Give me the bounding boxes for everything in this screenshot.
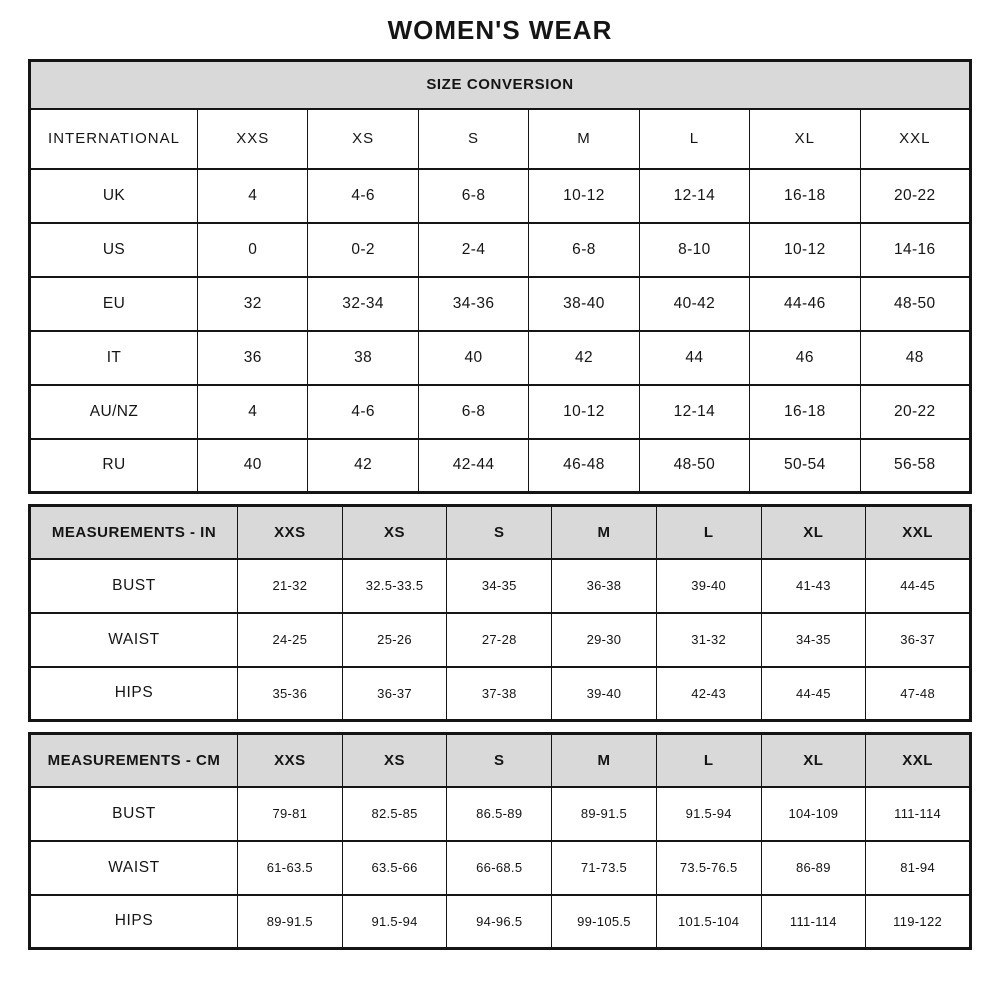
- size-header-cell: XL: [761, 506, 866, 559]
- size-header-cell: XXL: [866, 506, 971, 559]
- row-label: US: [30, 223, 198, 277]
- value-cell: 79-81: [238, 787, 343, 841]
- value-cell: 20-22: [860, 385, 970, 439]
- value-cell: 63.5-66: [342, 841, 447, 895]
- table-row: [30, 787, 971, 841]
- value-cell: 81-94: [866, 841, 971, 895]
- size-header-cell: S: [418, 109, 528, 169]
- row-label: IT: [30, 331, 198, 385]
- size-header-cell: M: [529, 109, 639, 169]
- size-conversion-banner-row: [30, 61, 971, 109]
- size-conversion-table: [28, 59, 972, 494]
- value-cell: 27-28: [447, 613, 552, 667]
- value-cell: 10-12: [529, 385, 639, 439]
- value-cell: 94-96.5: [447, 895, 552, 949]
- value-cell: 8-10: [639, 223, 749, 277]
- value-cell: 44-45: [866, 559, 971, 613]
- measurements-in-header-row: [30, 506, 971, 559]
- size-header-cell: S: [447, 734, 552, 787]
- table-row: [30, 223, 971, 277]
- value-cell: 40-42: [639, 277, 749, 331]
- value-cell: 47-48: [866, 667, 971, 721]
- measurements-in-title: MEASUREMENTS - IN: [30, 506, 238, 559]
- row-label: BUST: [30, 559, 238, 613]
- value-cell: 86.5-89: [447, 787, 552, 841]
- value-cell: 48-50: [639, 439, 749, 493]
- table-row: [30, 613, 971, 667]
- value-cell: 34-35: [447, 559, 552, 613]
- value-cell: 42-43: [656, 667, 761, 721]
- value-cell: 4-6: [308, 385, 418, 439]
- row-label: WAIST: [30, 841, 238, 895]
- value-cell: 39-40: [552, 667, 657, 721]
- value-cell: 34-35: [761, 613, 866, 667]
- value-cell: 36-37: [866, 613, 971, 667]
- value-cell: 89-91.5: [552, 787, 657, 841]
- value-cell: 4: [198, 169, 308, 223]
- value-cell: 38-40: [529, 277, 639, 331]
- value-cell: 82.5-85: [342, 787, 447, 841]
- value-cell: 36-37: [342, 667, 447, 721]
- size-header-cell: XL: [750, 109, 860, 169]
- value-cell: 37-38: [447, 667, 552, 721]
- size-header-cell: XS: [342, 506, 447, 559]
- value-cell: 42: [308, 439, 418, 493]
- value-cell: 39-40: [656, 559, 761, 613]
- value-cell: 91.5-94: [342, 895, 447, 949]
- row-label: RU: [30, 439, 198, 493]
- table-row: [30, 841, 971, 895]
- value-cell: 61-63.5: [238, 841, 343, 895]
- value-cell: 42: [529, 331, 639, 385]
- measurements-cm-header-row: [30, 734, 971, 787]
- size-header-cell: L: [656, 506, 761, 559]
- size-header-cell: XL: [761, 734, 866, 787]
- table-row: [30, 667, 971, 721]
- table-row: [30, 895, 971, 949]
- value-cell: 14-16: [860, 223, 970, 277]
- size-header-row: [30, 109, 971, 169]
- page-title: WOMEN'S WEAR: [387, 15, 613, 45]
- row-label: UK: [30, 169, 198, 223]
- row-label: HIPS: [30, 667, 238, 721]
- row-label: EU: [30, 277, 198, 331]
- value-cell: 73.5-76.5: [656, 841, 761, 895]
- size-header-cell: S: [447, 506, 552, 559]
- row-label: WAIST: [30, 613, 238, 667]
- size-conversion-title: SIZE CONVERSION: [30, 61, 971, 109]
- value-cell: 12-14: [639, 385, 749, 439]
- value-cell: 50-54: [750, 439, 860, 493]
- size-header-cell: XXS: [238, 734, 343, 787]
- value-cell: 36: [198, 331, 308, 385]
- value-cell: 44: [639, 331, 749, 385]
- value-cell: 32-34: [308, 277, 418, 331]
- value-cell: 2-4: [418, 223, 528, 277]
- measurements-cm-body: [30, 787, 971, 949]
- size-header-cell: L: [656, 734, 761, 787]
- size-header-cell: L: [639, 109, 749, 169]
- value-cell: 20-22: [860, 169, 970, 223]
- value-cell: 66-68.5: [447, 841, 552, 895]
- table-row: [30, 331, 971, 385]
- table-row: [30, 439, 971, 493]
- size-header-cell: M: [552, 506, 657, 559]
- measurements-cm-title: MEASUREMENTS - CM: [30, 734, 238, 787]
- value-cell: 86-89: [761, 841, 866, 895]
- measurements-cm-table: [28, 732, 972, 950]
- size-conversion-body: [30, 169, 971, 493]
- size-header-cell: XXL: [860, 109, 970, 169]
- value-cell: 32: [198, 277, 308, 331]
- value-cell: 119-122: [866, 895, 971, 949]
- size-header-cell: XXS: [198, 109, 308, 169]
- value-cell: 24-25: [238, 613, 343, 667]
- row-label: HIPS: [30, 895, 238, 949]
- value-cell: 21-32: [238, 559, 343, 613]
- value-cell: 38: [308, 331, 418, 385]
- value-cell: 10-12: [750, 223, 860, 277]
- size-header-cell: XS: [342, 734, 447, 787]
- value-cell: 71-73.5: [552, 841, 657, 895]
- size-header-cell: M: [552, 734, 657, 787]
- value-cell: 16-18: [750, 169, 860, 223]
- value-cell: 0: [198, 223, 308, 277]
- value-cell: 99-105.5: [552, 895, 657, 949]
- value-cell: 10-12: [529, 169, 639, 223]
- value-cell: 31-32: [656, 613, 761, 667]
- table-row: [30, 277, 971, 331]
- measurements-in-table: [28, 504, 972, 722]
- value-cell: 101.5-104: [656, 895, 761, 949]
- value-cell: 4: [198, 385, 308, 439]
- value-cell: 91.5-94: [656, 787, 761, 841]
- value-cell: 35-36: [238, 667, 343, 721]
- value-cell: 34-36: [418, 277, 528, 331]
- value-cell: 6-8: [529, 223, 639, 277]
- tables-container: [28, 59, 972, 950]
- table-row: [30, 169, 971, 223]
- value-cell: 4-6: [308, 169, 418, 223]
- value-cell: 56-58: [860, 439, 970, 493]
- value-cell: 111-114: [761, 895, 866, 949]
- table-row: [30, 559, 971, 613]
- value-cell: 32.5-33.5: [342, 559, 447, 613]
- value-cell: 48-50: [860, 277, 970, 331]
- value-cell: 29-30: [552, 613, 657, 667]
- value-cell: 12-14: [639, 169, 749, 223]
- value-cell: 89-91.5: [238, 895, 343, 949]
- value-cell: 46-48: [529, 439, 639, 493]
- value-cell: 25-26: [342, 613, 447, 667]
- value-cell: 41-43: [761, 559, 866, 613]
- value-cell: 16-18: [750, 385, 860, 439]
- value-cell: 6-8: [418, 169, 528, 223]
- value-cell: 48: [860, 331, 970, 385]
- value-cell: 44-46: [750, 277, 860, 331]
- value-cell: 46: [750, 331, 860, 385]
- value-cell: 40: [418, 331, 528, 385]
- size-header-cell: XS: [308, 109, 418, 169]
- measurements-in-body: [30, 559, 971, 721]
- value-cell: 44-45: [761, 667, 866, 721]
- table-row: [30, 385, 971, 439]
- value-cell: 111-114: [866, 787, 971, 841]
- row-label: BUST: [30, 787, 238, 841]
- value-cell: 6-8: [418, 385, 528, 439]
- value-cell: 42-44: [418, 439, 528, 493]
- row-label: AU/NZ: [30, 385, 198, 439]
- value-cell: 36-38: [552, 559, 657, 613]
- size-header-cell: XXL: [866, 734, 971, 787]
- international-header-label: INTERNATIONAL: [30, 109, 198, 169]
- value-cell: 104-109: [761, 787, 866, 841]
- value-cell: 0-2: [308, 223, 418, 277]
- size-header-cell: XXS: [238, 506, 343, 559]
- value-cell: 40: [198, 439, 308, 493]
